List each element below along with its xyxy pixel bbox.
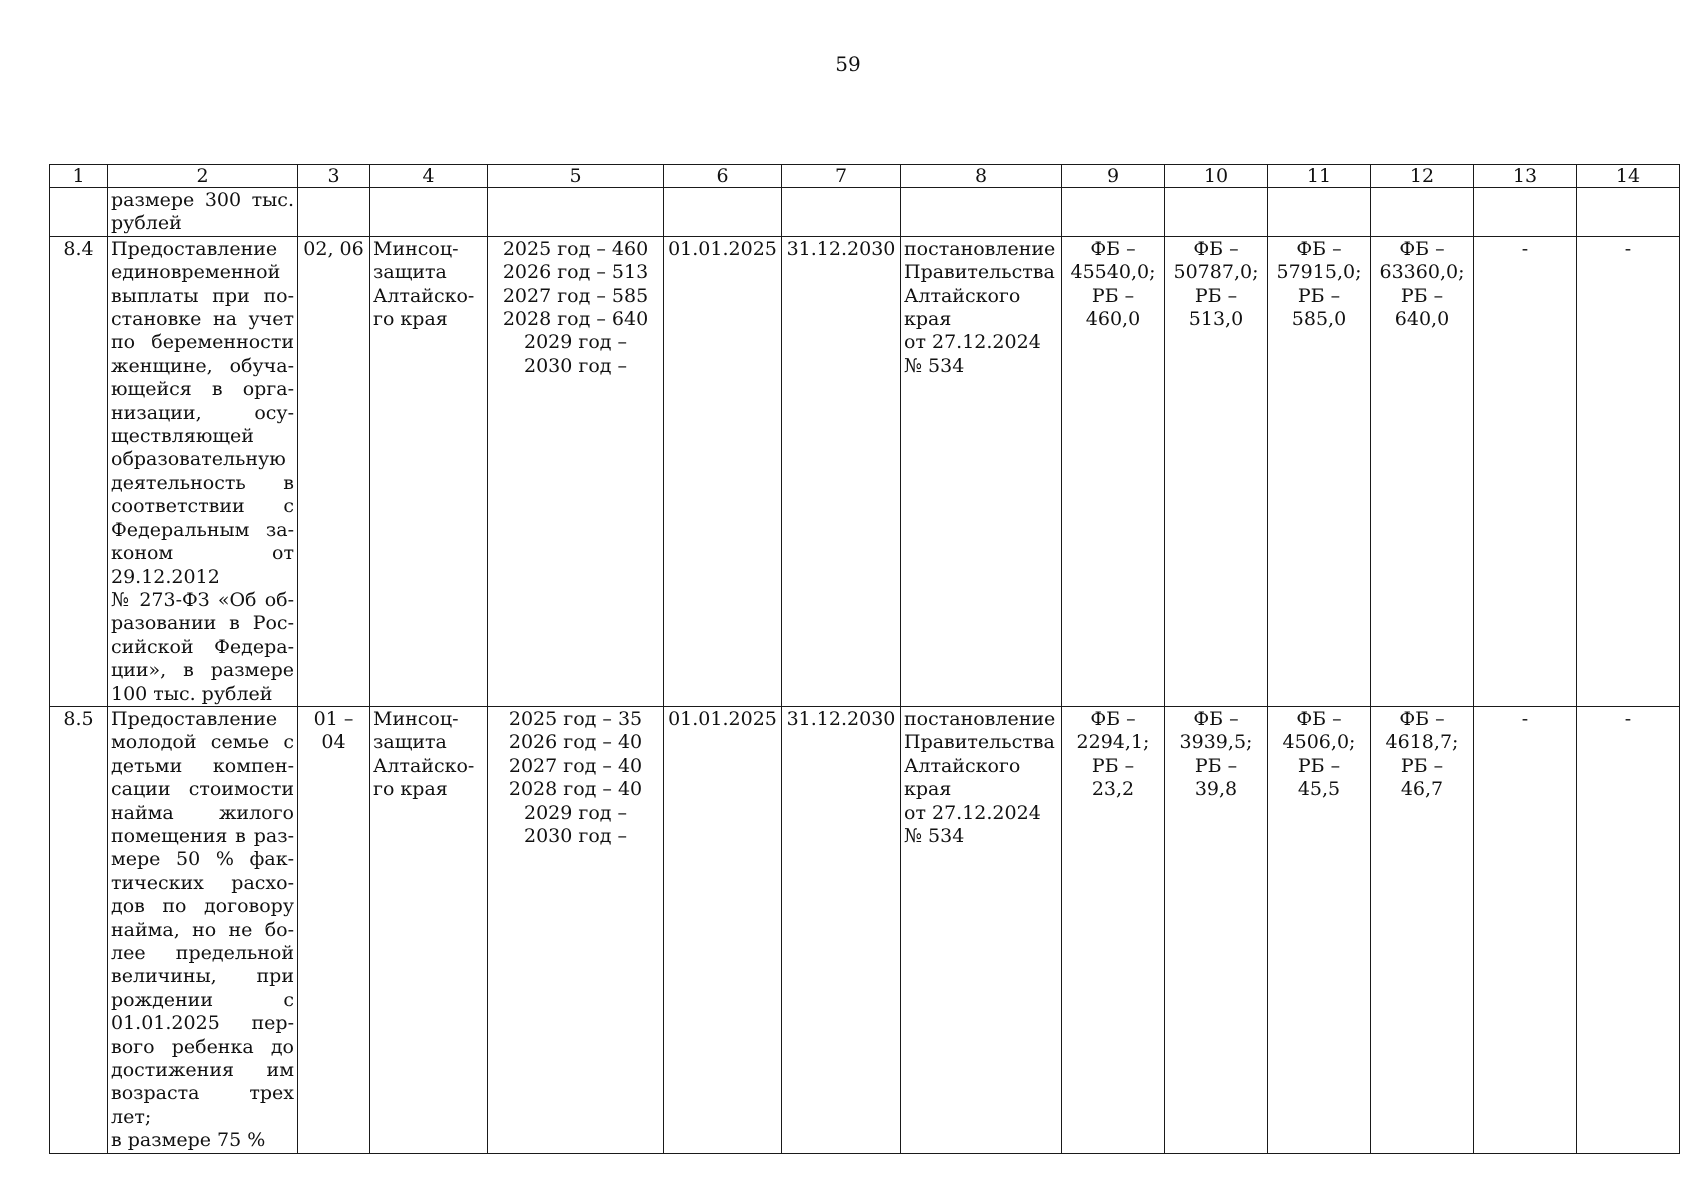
- description-line: Федеральным за-: [111, 518, 294, 541]
- funding-2025: ФБ – 45540,0; РБ – 460,0: [1062, 236, 1165, 706]
- codes-cell: 01 – 04: [298, 706, 370, 1153]
- indicator-cell: 2025 год – 35 2026 год – 40 2027 год – 40 2028 год – 40 2029 год – 2030 год –: [488, 706, 664, 1153]
- start-date: 01.01.2025: [664, 706, 782, 1153]
- description-line: возраста трех лет;: [111, 1082, 294, 1128]
- measure-description: [108, 188, 298, 237]
- description-line: ции», в размере: [111, 659, 294, 682]
- column-number: 4: [370, 165, 488, 188]
- description-line: соответствии с: [111, 495, 294, 518]
- column-number: 11: [1268, 165, 1371, 188]
- page-number: 59: [835, 52, 861, 76]
- description-line: молодой семье с: [111, 731, 294, 754]
- column-number: 10: [1165, 165, 1268, 188]
- funding-2030: -: [1577, 236, 1680, 706]
- measure-description: [108, 706, 298, 1153]
- description-line: в размере 75 %: [111, 1129, 266, 1152]
- program-table: [49, 164, 1680, 1154]
- funding-2028: ФБ – 63360,0; РБ – 640,0: [1371, 236, 1474, 706]
- table-row: [50, 236, 1680, 706]
- description-line: найма жилого: [111, 801, 294, 824]
- description-line: № 273-ФЗ «Об об-: [111, 588, 294, 611]
- funding-2027: ФБ – 57915,0; РБ – 585,0: [1268, 236, 1371, 706]
- description-line: низации, осу-: [111, 401, 294, 424]
- description-line: 100 тыс. рублей: [111, 682, 273, 705]
- column-number: 7: [782, 165, 901, 188]
- column-number-row: [50, 165, 1680, 188]
- funding-2029: -: [1474, 706, 1577, 1153]
- description-line: ществляющей: [111, 425, 254, 448]
- measure-description: [108, 236, 298, 706]
- executor-cell: Минсоц- защита Алтайско- го края: [370, 706, 488, 1153]
- description-line: сийской Федера-: [111, 635, 294, 658]
- description-line: найма, но не бо-: [111, 918, 294, 941]
- description-line: тических расхо-: [111, 871, 294, 894]
- executor-cell: Минсоц- защита Алтайско- го края: [370, 236, 488, 706]
- funding-2027: ФБ – 4506,0; РБ – 45,5: [1268, 706, 1371, 1153]
- description-line: Предоставление: [111, 707, 278, 730]
- description-line: дов по договору: [111, 895, 294, 918]
- description-line: вого ребенка до: [111, 1035, 294, 1058]
- start-date: 01.01.2025: [664, 236, 782, 706]
- table-row: [50, 706, 1680, 1153]
- row-number: 8.4: [50, 236, 108, 706]
- description-line: рождении с: [111, 988, 294, 1011]
- column-number: 9: [1062, 165, 1165, 188]
- column-number: 8: [901, 165, 1062, 188]
- description-line: рублей: [111, 212, 182, 235]
- description-line: деятельность в: [111, 471, 294, 494]
- description-line: размере 300 тыс.: [111, 189, 294, 211]
- description-line: единовременной: [111, 261, 281, 284]
- funding-2026: ФБ – 50787,0; РБ – 513,0: [1165, 236, 1268, 706]
- description-line: по беременности: [111, 331, 294, 354]
- description-line: помещения в раз-: [111, 824, 294, 847]
- description-line: выплаты при по-: [111, 284, 294, 307]
- description-line: образовательную: [111, 448, 286, 471]
- funding-2025: ФБ – 2294,1; РБ – 23,2: [1062, 706, 1165, 1153]
- column-number: 2: [108, 165, 298, 188]
- column-number: 3: [298, 165, 370, 188]
- end-date: 31.12.2030: [782, 236, 901, 706]
- codes-cell: 02, 06: [298, 236, 370, 706]
- end-date: 31.12.2030: [782, 706, 901, 1153]
- funding-2030: -: [1577, 706, 1680, 1153]
- column-number: 6: [664, 165, 782, 188]
- description-line: детьми компен-: [111, 754, 294, 777]
- continuation-row: [50, 188, 1680, 237]
- description-line: Предоставление: [111, 237, 278, 260]
- description-line: коном от 29.12.2012: [111, 542, 294, 588]
- description-line: женщине, обуча-: [111, 354, 294, 377]
- description-line: сации стоимости: [111, 778, 294, 801]
- column-number: 13: [1474, 165, 1577, 188]
- description-line: ющейся в орга-: [111, 378, 294, 401]
- column-number: 5: [488, 165, 664, 188]
- description-line: разовании в Рос-: [111, 612, 294, 635]
- description-line: становке на учет: [111, 308, 294, 331]
- row-number: 8.5: [50, 706, 108, 1153]
- funding-2026: ФБ – 3939,5; РБ – 39,8: [1165, 706, 1268, 1153]
- column-number: 1: [50, 165, 108, 188]
- description-line: мере 50 % фак-: [111, 848, 294, 871]
- legal-basis: постановление Правительства Алтайского края от 27.12.2024 № 534: [901, 706, 1062, 1153]
- description-line: лее предельной: [111, 942, 294, 964]
- funding-2028: ФБ – 4618,7; РБ – 46,7: [1371, 706, 1474, 1153]
- indicator-cell: 2025 год – 460 2026 год – 513 2027 год – 585 2028 год – 640 2029 год – 2030 год –: [488, 236, 664, 706]
- description-line: величины, при: [111, 965, 294, 988]
- legal-basis: постановление Правительства Алтайского края от 27.12.2024 № 534: [901, 236, 1062, 706]
- column-number: 12: [1371, 165, 1474, 188]
- description-line: 01.01.2025 пер-: [111, 1012, 294, 1035]
- description-line: достижения им: [111, 1059, 294, 1082]
- funding-2029: -: [1474, 236, 1577, 706]
- column-number: 14: [1577, 165, 1680, 188]
